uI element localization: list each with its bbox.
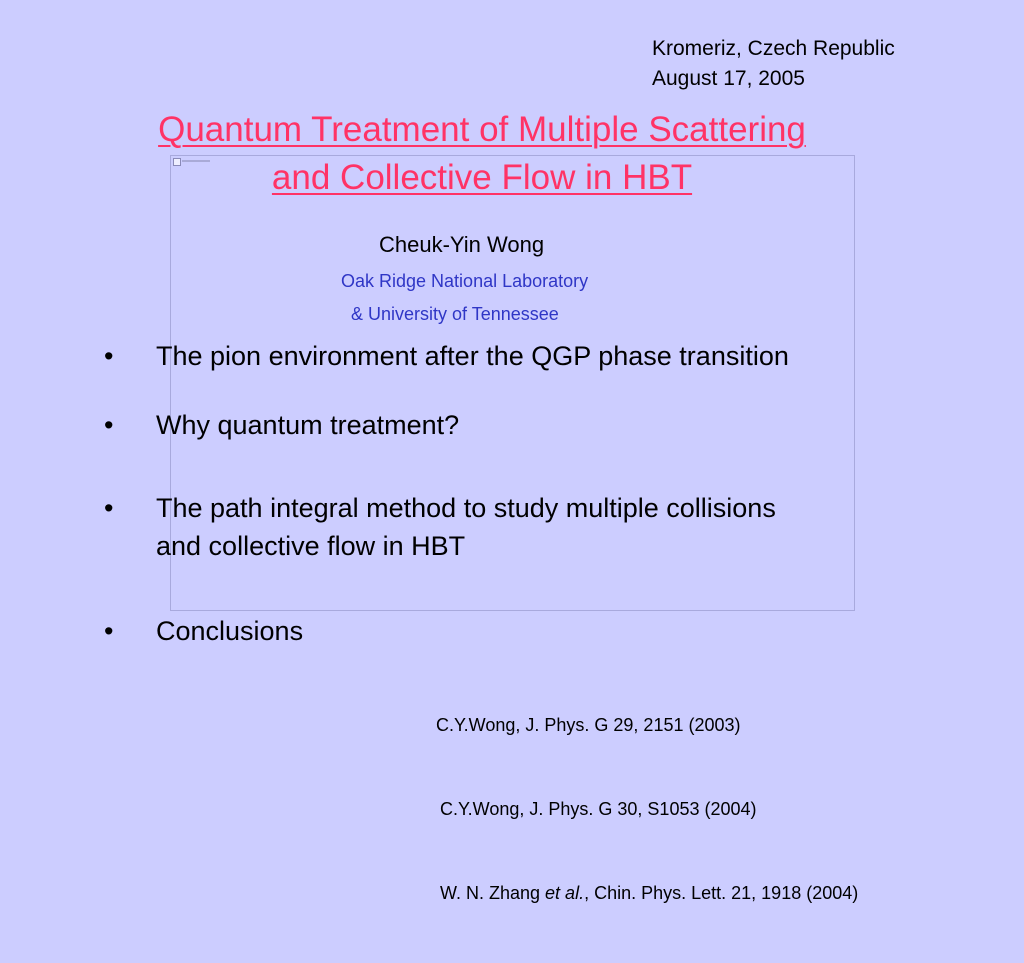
presentation-date: August 17, 2005: [652, 67, 805, 90]
reference-3-et-al: et al.: [545, 883, 585, 903]
image-placeholder-caption: [182, 160, 210, 162]
reference-3-author: W. N. Zhang: [440, 883, 546, 903]
bullet-text: Why quantum treatment?: [156, 410, 460, 440]
author-name: Cheuk-Yin Wong: [379, 232, 545, 257]
bullet-text: The pion environment after the QGP phase transition: [156, 341, 789, 371]
bullet-item-path-integral: [104, 489, 1004, 569]
venue-location: Kromeriz, Czech Republic: [652, 37, 895, 60]
bullet-point-icon: •: [104, 410, 114, 440]
bullet-point-icon: •: [104, 493, 114, 523]
venue-date-block: [652, 34, 895, 94]
bullet-text: Conclusions: [156, 616, 304, 646]
bullet-point-icon: •: [104, 341, 114, 371]
reference-3-journal: , Chin. Phys. Lett. 21, 1918 (2004): [584, 883, 859, 903]
bullet-text-line-1: The path integral method to study multiple collisions: [156, 493, 776, 523]
bullet-point-icon: •: [104, 616, 114, 646]
reference-1: C.Y.Wong, J. Phys. G 29, 2151 (2003): [436, 715, 741, 735]
reference-2: C.Y.Wong, J. Phys. G 30, S1053 (2004): [440, 799, 757, 819]
reference-3: [436, 879, 858, 907]
bullet-text: [156, 489, 996, 565]
bullet-text-line-2: and collective flow in HBT: [156, 531, 466, 561]
slide-title-line-2: and Collective Flow in HBT: [271, 158, 693, 197]
author-affiliation-1: Oak Ridge National Laboratory: [341, 271, 589, 291]
broken-image-icon: [173, 158, 181, 166]
references-list: [436, 655, 858, 963]
author-affiliation-2: & University of Tennessee: [351, 304, 559, 324]
slide-title-line-1: Quantum Treatment of Multiple Scattering: [158, 110, 806, 149]
